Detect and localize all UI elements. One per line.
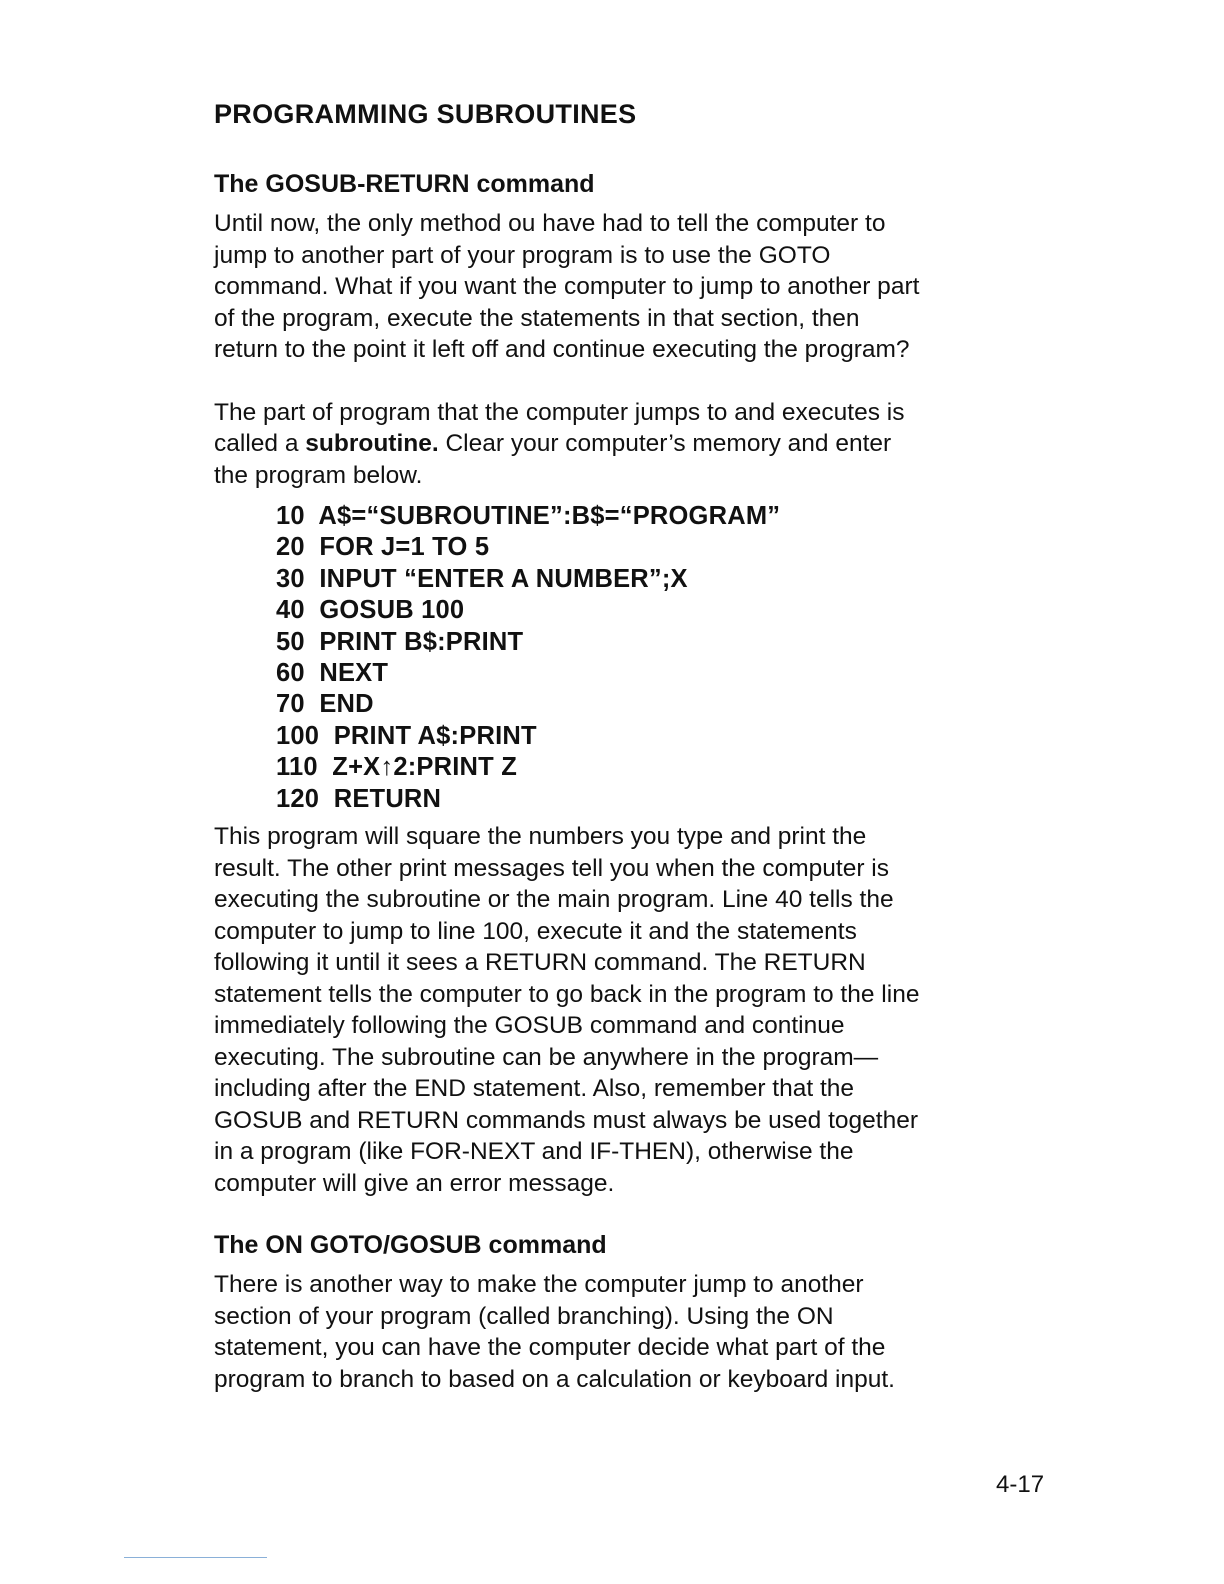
explanation-line: This program will square the numbers you type and print the — [214, 823, 867, 851]
explanation-line: executing. The subroutine can be anywhere in the program— — [214, 1043, 879, 1071]
branching-line: statement, you can have the computer decide what part of the — [214, 1334, 886, 1362]
code-line: 50 PRINT B$:PRINT — [276, 627, 524, 656]
definition-line-end: Clear your computer’s memory and enter — [438, 430, 892, 457]
intro-line: return to the point it left off and continue executing the program? — [214, 336, 910, 363]
manual-page — [214, 96, 1054, 1395]
bottom-rule — [124, 1557, 267, 1558]
intro-paragraph — [214, 208, 1054, 366]
intro-line: of the program, execute the statements in that section, then — [214, 304, 860, 332]
explanation-line: computer will give an error message. — [214, 1169, 615, 1197]
explanation-line: statement tells the computer to go back in the program to the line — [214, 980, 920, 1008]
section-spacer — [214, 1199, 1054, 1229]
definition-line: The part of program that the computer jumps to and executes is — [214, 398, 905, 426]
branching-line: program to branch to based on a calculation or keyboard input. — [214, 1365, 895, 1393]
explanation-line: GOSUB and RETURN commands must always be used together — [214, 1106, 918, 1134]
code-line: 120 RETURN — [276, 784, 442, 813]
intro-line: Until now, the only method ou have had to tell the computer to — [214, 210, 886, 237]
explanation-line: result. The other print messages tell you when the computer is — [214, 854, 889, 882]
explanation-line: including after the END statement. Also, remember that the — [214, 1075, 855, 1103]
page-number: 4-17 — [996, 1471, 1045, 1498]
code-line: 110 Z+X↑2:PRINT Z — [276, 753, 517, 782]
gosub-return-heading: The GOSUB-RETURN command — [214, 170, 595, 198]
branching-line: section of your program (called branching). Using the ON — [214, 1302, 834, 1330]
code-line: 40 GOSUB 100 — [276, 596, 465, 625]
code-line: 20 FOR J=1 TO 5 — [276, 533, 490, 562]
page-title: PROGRAMMING SUBROUTINES — [214, 99, 637, 129]
explanation-line: executing the subroutine or the main program. Line 40 tells the — [214, 886, 894, 914]
intro-line: command. What if you want the computer to jump to another part — [214, 273, 920, 300]
definition-line: the program below. — [214, 461, 423, 489]
code-line: 10 A$=“SUBROUTINE”:B$=“PROGRAM” — [276, 502, 781, 530]
explanation-line: computer to jump to line 100, execute it and the statements — [214, 917, 857, 945]
code-line: 100 PRINT A$:PRINT — [276, 721, 537, 750]
explanation-line: immediately following the GOSUB command and continue — [214, 1012, 845, 1040]
subroutine-definition-paragraph — [214, 397, 1054, 492]
subroutine-term: subroutine. — [305, 430, 439, 457]
code-line: 30 INPUT “ENTER A NUMBER”;X — [276, 564, 688, 593]
code-line: 70 END — [276, 690, 374, 719]
intro-line: jump to another part of your program is to use the GOTO — [214, 241, 831, 269]
explanation-line: in a program (like FOR-NEXT and IF-THEN), otherwise the — [214, 1138, 854, 1166]
explanation-paragraph — [214, 821, 1054, 1199]
branching-line: There is another way to make the computer jump to another — [214, 1271, 864, 1299]
explanation-line: following it until it sees a RETURN command. The RETURN — [214, 949, 866, 977]
on-goto-gosub-heading: The ON GOTO/GOSUB command — [214, 1231, 607, 1260]
branching-paragraph — [214, 1269, 1054, 1395]
code-line: 60 NEXT — [276, 659, 389, 688]
program-listing — [276, 501, 1054, 815]
definition-line-start: called a — [214, 430, 306, 457]
